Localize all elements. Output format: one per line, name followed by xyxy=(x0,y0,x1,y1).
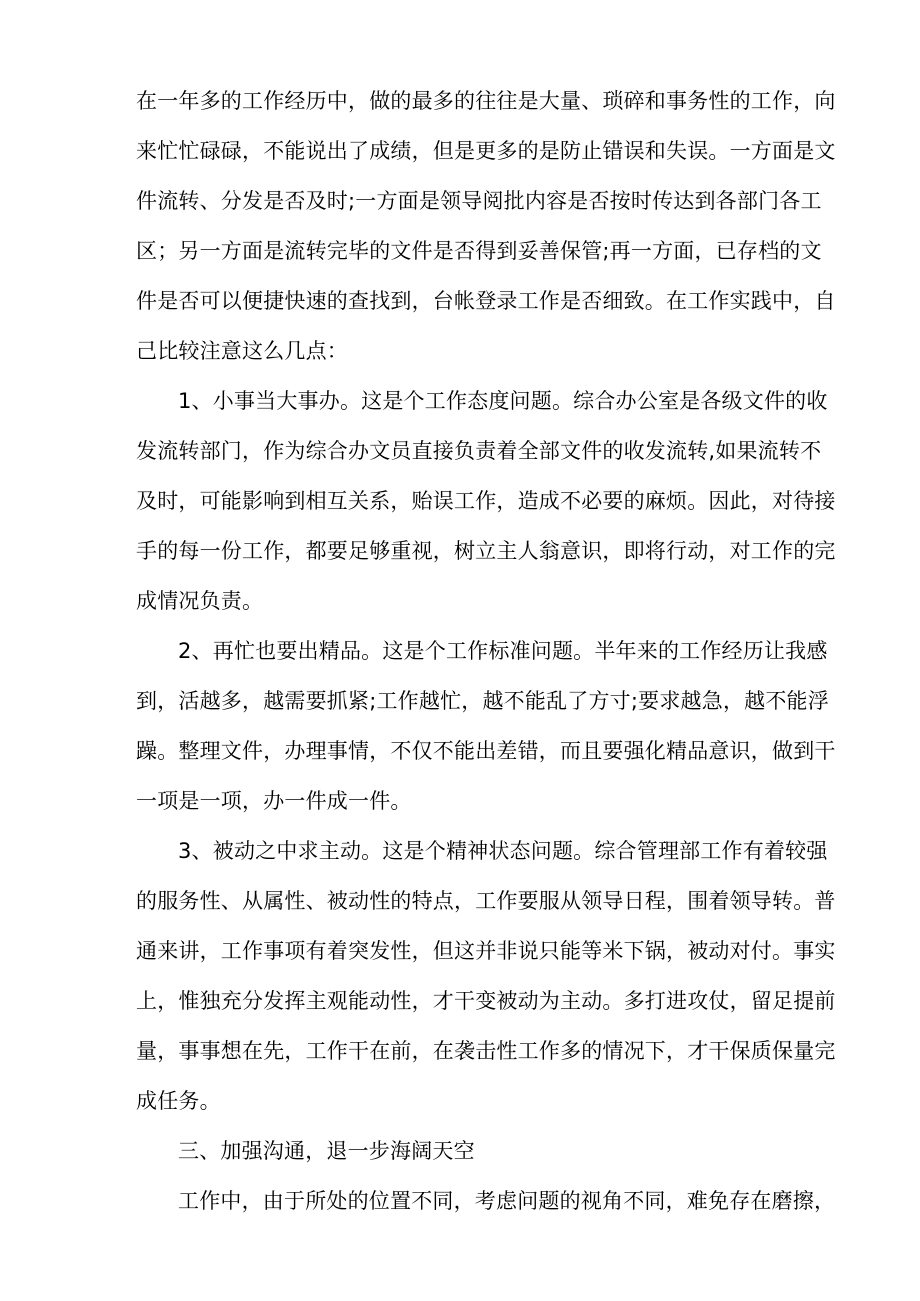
paragraph-1-line-5: 件是否可以便捷快速的查找到，台帐登录工作是否细致。在工作实践中，自 xyxy=(136,289,836,313)
item-1-line-3: 及时，可能影响到相互关系，贻误工作，造成不必要的麻烦。因此，对待接 xyxy=(136,489,836,513)
paragraph-1-line-1: 在一年多的工作经历中，做的最多的往往是大量、琐碎和事务性的工作，向 xyxy=(136,89,836,113)
paragraph-1-line-2: 来忙忙碌碌，不能说出了成绩，但是更多的是防止错误和失误。一方面是文 xyxy=(136,139,836,163)
paragraph-1-line-3: 件流转、分发是否及时;一方面是领导阅批内容是否按时传达到各部门各工 xyxy=(136,189,822,213)
item-3-line-2: 的服务性、从属性、被动性的特点，工作要服从领导日程，围着领导转。普 xyxy=(136,889,836,913)
item-3-line-1: 3、被动之中求主动。这是个精神状态问题。综合管理部工作有着较强 xyxy=(178,839,828,863)
paragraph-2-line-1: 工作中，由于所处的位置不同，考虑问题的视角不同，难免存在磨擦， xyxy=(178,1189,836,1213)
item-2-line-3: 躁。整理文件，办理事情，不仅不能出差错，而且要强化精品意识，做到干 xyxy=(136,739,836,763)
item-1-line-4: 手的每一份工作，都要足够重视，树立主人翁意识，即将行动，对工作的完 xyxy=(136,539,836,563)
item-3-line-6: 成任务。 xyxy=(136,1089,221,1113)
paragraph-1-line-4: 区；另一方面是流转完毕的文件是否得到妥善保管;再一方面，已存档的文 xyxy=(136,239,822,263)
item-1-line-5: 成情况负责。 xyxy=(136,589,264,613)
item-3-line-5: 量，事事想在先，工作干在前，在袭击性工作多的情况下，才干保质保量完 xyxy=(136,1039,836,1063)
item-3-line-4: 上，惟独充分发挥主观能动性，才干变被动为主动。多打进攻仗，留足提前 xyxy=(136,989,836,1013)
item-2-line-2: 到，活越多，越需要抓紧;工作越忙，越不能乱了方寸;要求越急，越不能浮 xyxy=(136,689,829,713)
item-1-line-1: 1、小事当大事办。这是个工作态度问题。综合办公室是各级文件的收 xyxy=(178,389,828,413)
item-3-line-3: 通来讲，工作事项有着突发性，但这并非说只能等米下锅，被动对付。事实 xyxy=(136,939,836,963)
paragraph-1-line-6: 己比较注意这么几点： xyxy=(136,339,348,363)
section-heading-3: 三、加强沟通，退一步海阔天空 xyxy=(178,1139,475,1163)
item-2-line-4: 一项是一项，办一件成一件。 xyxy=(136,789,412,813)
item-2-line-1: 2、再忙也要出精品。这是个工作标准问题。半年来的工作经历让我感 xyxy=(178,639,828,663)
item-1-line-2: 发流转部门，作为综合办文员直接负责着全部文件的收发流转,如果流转不 xyxy=(136,439,822,463)
